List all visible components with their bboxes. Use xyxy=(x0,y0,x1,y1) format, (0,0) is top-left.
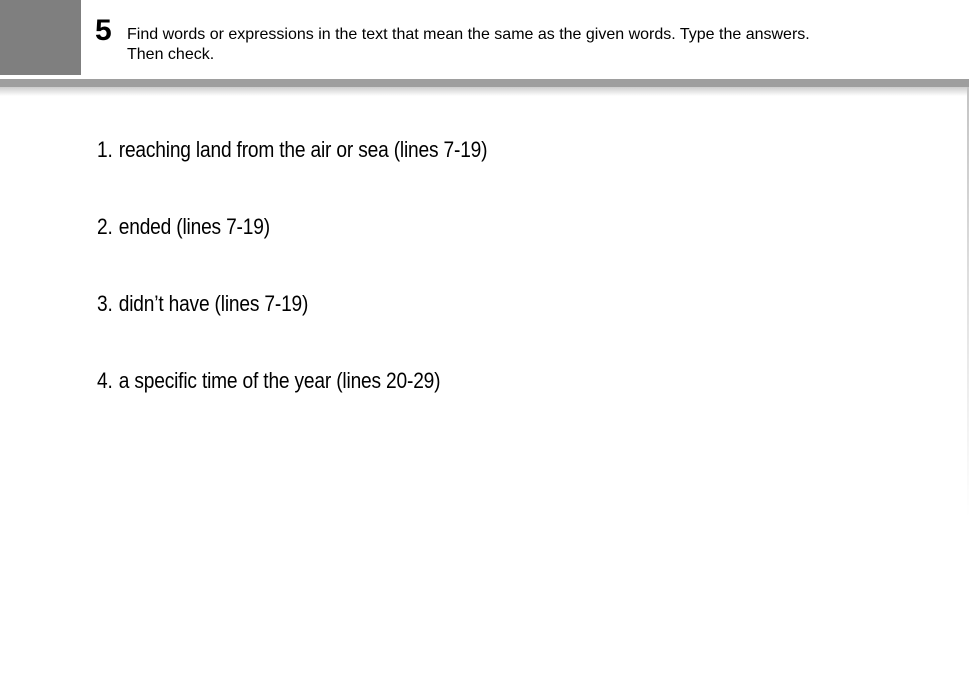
instruction-line-2: Then check. xyxy=(127,46,215,63)
question-4-text: a specific time of the year (lines 20-29) xyxy=(118,368,441,393)
question-3-content xyxy=(97,292,308,316)
exercise-number: 5 xyxy=(95,14,112,47)
question-item-4 xyxy=(97,369,492,393)
question-4-content xyxy=(97,369,440,393)
question-item-2 xyxy=(97,215,296,239)
instruction-line-1: Find words or expressions in the text that mean the same as the given words. Type the answers. xyxy=(127,26,810,43)
question-3-number: 3. xyxy=(97,291,113,316)
question-2-content xyxy=(97,215,270,239)
question-1-text: reaching land from the air or sea (lines 7-19) xyxy=(118,137,488,162)
question-item-3 xyxy=(97,292,340,316)
question-4-number: 4. xyxy=(97,368,113,393)
question-item-1 xyxy=(97,138,546,162)
question-2-number: 2. xyxy=(97,214,113,239)
question-1-number: 1. xyxy=(97,137,113,162)
question-1-content xyxy=(97,138,487,162)
question-3-text: didn’t have (lines 7-19) xyxy=(118,291,309,316)
question-2-text: ended (lines 7-19) xyxy=(118,214,270,239)
